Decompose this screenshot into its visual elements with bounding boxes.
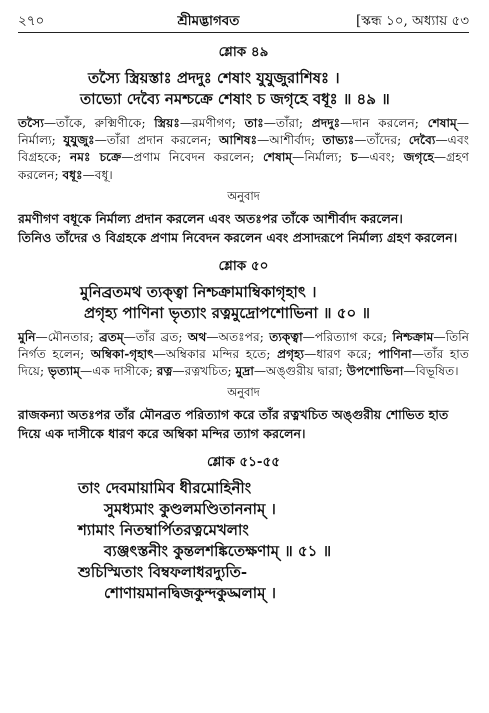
synonym-word: জগৃহে	[403, 150, 434, 165]
synonym-word: ব্রতম্	[99, 329, 124, 344]
verse-50-synonyms: মুনি—মৌনতার; ব্রতম্—তাঁর ব্রত; অথ—অতঃপর; ত্যক্ত্বা—পরিত্যাগ করে; নিশ্চক্রাম—তিনি নির্গত হলেন; অম্বিকা-গৃহাৎ—অম্বিকার মন্দির হতে; প্রগৃহ্য—ধারণ করে; পাণিনা—তাঁর হাত দিয়ে; ভৃত্যাম্—এক দাসীকে; রত্ন—রত্নখচিত; মুদ্রা—অঙ্গুরীয় দ্বারা; উপশোভিনা—বিভূষিত।	[18, 329, 469, 379]
synonym-word: প্রগৃহ্য	[277, 347, 305, 362]
synonym-word: নমঃ চক্রে	[70, 150, 122, 165]
translation-paragraph: তিনিও তাঁদের ও বিগ্রহকে প্রণাম নিবেদন করলেন এবং প্রসাদরূপে নির্মাল্য গ্রহণ করলেন।	[18, 229, 458, 245]
verse-line: তাভ্যো দেব্যৈ নমশ্চক্রে শেষাং চ জগৃহে বধূঃ ॥ ৪৯ ॥	[80, 90, 390, 108]
synonym-word: অম্বিকা-গৃহাৎ	[90, 347, 154, 362]
synonym-meaning: পরিত্যাগ করে;	[314, 329, 393, 344]
synonym-meaning: তাঁকে, রুক্মিণীকে;	[56, 116, 155, 130]
synonym-meaning: তাঁদের;	[366, 133, 409, 148]
synonym-meaning: এক দাসীকে;	[92, 364, 157, 379]
synonym-word: উপশোভিনা	[346, 364, 404, 379]
synonym-word: শেষাম্	[427, 116, 457, 130]
synonym-meaning: আশীর্বাদ;	[269, 133, 323, 148]
verse-line: শোণায়মানদ্বিজকুন্দকুড্মলাম্ ।	[104, 584, 277, 603]
verse-line: তাং দেবমায়ামিব ধীরমোহিনীং	[78, 479, 252, 498]
verse-49-translation	[18, 209, 469, 247]
synonym-meaning: তাঁর ব্রত;	[135, 329, 188, 344]
verse-49-synonyms: তস্যৈ—তাঁকে, রুক্মিণীকে; স্ত্রিয়ঃ—রমণীগণ; তাঃ—তাঁরা; প্রদদুঃ—দান করলেন; শেষাম্—নির্মাল্য; যুযুজুঃ—তাঁরা প্রদান করলেন; আশিষঃ—আশীর্বাদ; তাভ্যঃ—তাঁদের; দেব্যৈ—এবং বিগ্রহকে; নমঃ চক্রে—প্রণাম নিবেদন করলেন; শেষাম্—নির্মাল্য; চ—এবং; জগৃহে—গ্রহণ করলেন; বধূঃ—বধূ।	[18, 116, 469, 182]
synonym-meaning: নির্মাল্য;	[304, 150, 351, 165]
page-number: ২৭০	[18, 13, 45, 29]
synonym-word: শেষাম্	[262, 150, 293, 165]
synonym-word: তাভ্যঃ	[322, 133, 355, 148]
synonym-meaning: এবং;	[369, 150, 404, 165]
synonym-meaning: রত্নখচিত;	[184, 364, 236, 379]
synonym-word: অথ	[187, 329, 207, 344]
synonym-word: রত্ন	[156, 364, 173, 379]
synonym-word: বধূঃ	[62, 167, 83, 182]
book-title: শ্রীমদ্ভাগবত	[177, 13, 240, 29]
translation-paragraph: রমণীগণ বধূকে নির্মাল্য প্রদান করলেন এবং অতঃপর তাঁকে আশীর্বাদ করলেন।	[18, 210, 403, 226]
verse-51-55-heading: শ্লোক ৫১-৫৫	[207, 454, 280, 471]
synonym-meaning: নির্মাল্য;	[18, 133, 64, 148]
verse-50-translation	[18, 405, 469, 443]
verse-line: শুচিস্মিতাং বিম্বফলাধরদ্যুতি-	[78, 563, 248, 582]
synonym-word: যুযুজুঃ	[63, 133, 95, 148]
synonym-meaning: মৌনতার;	[47, 329, 100, 344]
synonym-word: পাণিনা	[378, 347, 412, 362]
synonym-meaning: অঙ্গুরীয় দ্বারা;	[266, 364, 347, 379]
synonym-meaning: তিনি নির্গত হলেন;	[18, 329, 469, 362]
verse-49-sanskrit	[18, 68, 469, 110]
synonym-meaning: তাঁরা;	[275, 116, 312, 130]
synonym-meaning: অতঃপর;	[218, 329, 270, 344]
synonym-word: নিশ্চক্রাম	[392, 329, 434, 344]
synonym-word: প্রদদুঃ	[311, 116, 341, 130]
verse-51-sanskrit	[18, 478, 469, 604]
synonym-word: আশিষঃ	[218, 133, 258, 148]
synonym-word: স্ত্রিয়ঃ	[154, 116, 180, 130]
verse-line: শ্যামাং নিতম্বার্পিতরত্নমেখলাং	[78, 521, 249, 540]
verse-50-anubad-heading: অনুবাদ	[227, 385, 260, 400]
verse-50-heading: শ্লোক ৫০	[218, 257, 269, 274]
synonym-meaning: বধূ।	[94, 167, 113, 182]
synonym-meaning: তাঁর হাত দিয়ে;	[18, 347, 469, 379]
synonym-meaning: তাঁরা প্রদান করলেন;	[106, 133, 219, 148]
synonym-word: মুনি	[18, 329, 36, 344]
verse-50-sanskrit	[18, 282, 469, 324]
verse-49-heading: শ্লোক ৪৯	[218, 44, 269, 60]
synonym-word: তাঃ	[244, 116, 264, 130]
synonym-word: মুদ্রা	[235, 364, 254, 379]
synonym-word: দেব্যৈ	[408, 133, 436, 148]
synonym-word: তস্যৈ	[18, 116, 44, 130]
synonym-meaning: ধারণ করে;	[316, 347, 379, 362]
synonym-meaning: দান করলেন;	[352, 116, 428, 130]
verse-line: মুনিব্রতমথ ত্যক্ত্বা নিশ্চক্রামাম্বিকাগৃহাৎ ।	[80, 282, 317, 301]
verse-line: প্রগৃহ্য পাণিনা ভৃত্যাং রত্নমুদ্রোপশোভিনা ॥ ৫০ ॥	[84, 303, 370, 322]
synonym-meaning: এবং বিগ্রহকে;	[18, 133, 469, 165]
synonym-meaning: বিভূষিত।	[415, 364, 459, 379]
synonym-word: ভৃত্যাম্	[47, 364, 81, 379]
verse-line: সুমধ্যমাং কুণ্ডলমণ্ডিতাননাম্ ।	[104, 500, 276, 519]
synonym-meaning: গ্রহণ করলেন;	[18, 150, 469, 182]
verse-line: তস্যৈ স্ত্রিয়স্তাঃ প্রদদুঃ শেষাং যুযুজুরাশিষঃ ।	[88, 69, 340, 87]
translation-paragraph: রাজকন্যা অতঃপর তাঁর মৌনব্রত পরিত্যাগ করে তাঁর রত্নখচিত অঙ্গুরীয় শোভিত হাত দিয়ে এক দাসীকে ধারণ করে অম্বিকা মন্দির ত্যাগ করলেন।	[18, 407, 449, 442]
synonym-word: ত্যক্ত্বা	[269, 329, 303, 344]
synonym-meaning: প্রণাম নিবেদন করলেন;	[133, 150, 263, 165]
synonym-meaning: অম্বিকার মন্দির হতে;	[165, 347, 278, 362]
section-label: [স্কন্ধ ১০, অধ্যায় ৫৩	[356, 13, 469, 29]
verse-line: ব্যঞ্জৎস্তনীং কুন্তলশঙ্কিতেক্ষণাম্ ॥ ৫১ ॥	[104, 542, 332, 561]
synonym-meaning: রমণীগণ;	[192, 116, 245, 130]
synonym-word: চ	[350, 150, 358, 165]
verse-49-anubad-heading: অনুবাদ	[227, 188, 260, 203]
page-header	[18, 10, 469, 33]
